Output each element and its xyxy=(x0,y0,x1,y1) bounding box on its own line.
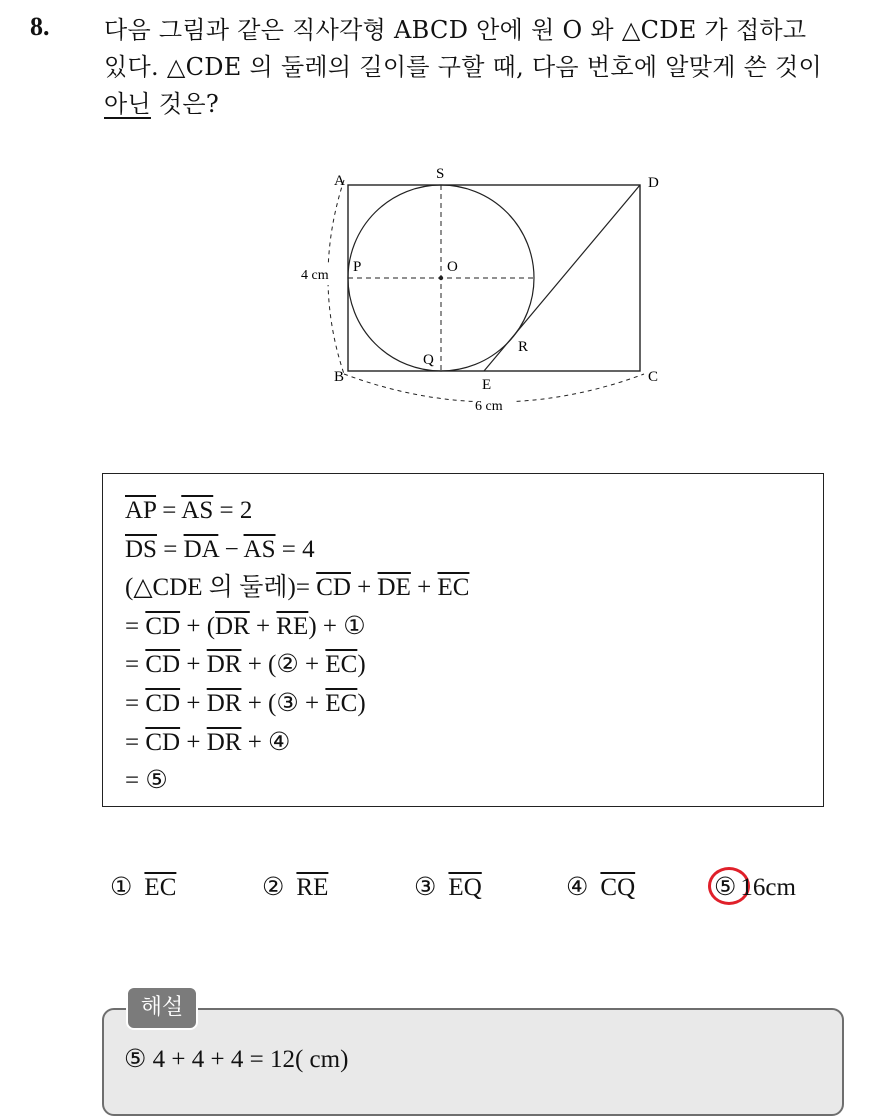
solution-row xyxy=(125,492,823,531)
solution-text: + xyxy=(249,612,277,640)
solution-text: − xyxy=(218,535,244,563)
question-line-3-rest: 것은? xyxy=(150,90,220,118)
label-r: R xyxy=(518,339,529,355)
choice-number: ③ xyxy=(414,874,437,901)
choice-text: $\overline{EQ}$ xyxy=(448,874,482,901)
label-e: E xyxy=(482,377,492,393)
solution-row xyxy=(125,685,823,724)
label-o: O xyxy=(447,259,458,275)
choice-5[interactable] xyxy=(714,872,796,902)
segment-symbol: $\overline{DE}$ xyxy=(377,574,411,602)
solution-row xyxy=(125,646,823,685)
label-d: D xyxy=(648,175,659,191)
segment-symbol: $\overline{DR}$ xyxy=(206,728,242,756)
solution-box xyxy=(102,473,824,807)
solution-text: ) + ① xyxy=(308,612,366,640)
choice-text: $\overline{EC}$ xyxy=(144,874,177,901)
segment-symbol: $\overline{RE}$ xyxy=(276,612,309,640)
segment-symbol: $\overline{AP}$ xyxy=(125,497,157,524)
solution-text: = xyxy=(125,728,146,756)
choice-4[interactable] xyxy=(566,872,635,902)
solution-text: + xyxy=(410,574,438,602)
solution-text: = 4 xyxy=(275,535,315,563)
geometry-figure xyxy=(290,160,670,420)
solution-text: = xyxy=(125,689,146,717)
label-a: A xyxy=(334,173,345,189)
center-dot xyxy=(439,276,443,280)
segment-symbol: $\overline{AS}$ xyxy=(181,497,214,524)
segment-symbol: $\overline{DR}$ xyxy=(206,651,242,679)
segment-symbol: $\overline{DR}$ xyxy=(215,612,250,640)
answer-choices xyxy=(110,866,850,910)
solution-rows xyxy=(125,492,823,801)
segment-symbol: $\overline{CD}$ xyxy=(145,728,181,756)
solution-text: = xyxy=(125,612,146,640)
segment-symbol: $\overline{CD}$ xyxy=(145,689,181,717)
solution-text: (△CDE 의 둘레)= xyxy=(125,574,317,602)
solution-text: + (② + xyxy=(241,651,326,679)
segment-symbol: $\overline{DS}$ xyxy=(125,535,157,563)
solution-row xyxy=(125,724,823,763)
solution-text: + ( xyxy=(180,612,216,640)
choice-number: ④ xyxy=(566,874,589,901)
choice-number: ⑤ xyxy=(714,874,737,901)
solution-text: = xyxy=(156,535,184,563)
question-text xyxy=(104,12,874,123)
solution-text: + xyxy=(350,574,378,602)
solution-text: = 2 xyxy=(213,497,253,524)
question-line-2: 있다. △CDE 의 둘레의 길이를 구할 때, 다음 번호에 알맞게 쓴 것이 xyxy=(104,53,822,81)
solution-text: + (③ + xyxy=(241,689,326,717)
solution-text: = xyxy=(156,497,182,524)
solution-row xyxy=(125,569,823,608)
solution-text: + ④ xyxy=(241,728,291,756)
label-c: C xyxy=(648,369,659,385)
segment-symbol: $\overline{DA}$ xyxy=(183,535,219,563)
choice-text: $\overline{RE}$ xyxy=(296,874,329,901)
solution-text: + xyxy=(180,689,207,717)
width-label: 6 cm xyxy=(475,399,503,414)
segment-symbol: $\overline{CD}$ xyxy=(145,612,181,640)
solution-row xyxy=(125,531,823,570)
explanation-tag: 해설 xyxy=(126,986,198,1030)
solution-row xyxy=(125,762,823,801)
solution-row xyxy=(125,608,823,647)
segment-symbol: $\overline{AS}$ xyxy=(243,535,276,563)
segment-symbol: $\overline{EC}$ xyxy=(325,651,358,679)
choice-3[interactable] xyxy=(414,872,482,902)
solution-text: = ⑤ xyxy=(125,767,168,795)
choice-2[interactable] xyxy=(262,872,328,902)
height-label: 4 cm xyxy=(301,268,329,283)
solution-text: = xyxy=(125,651,146,679)
choice-1[interactable] xyxy=(110,872,176,902)
question-line-1: 다음 그림과 같은 직사각형 ABCD 안에 원 O 와 △CDE 가 접하고 xyxy=(104,16,807,44)
segment-symbol: $\overline{CD}$ xyxy=(316,574,351,602)
solution-text: ) xyxy=(357,651,366,679)
label-q: Q xyxy=(423,352,434,368)
label-s: S xyxy=(436,166,445,182)
choice-text: 16cm xyxy=(740,874,796,901)
segment-symbol: $\overline{EC}$ xyxy=(437,574,470,602)
solution-text: + xyxy=(180,728,207,756)
underlined-word: 아닌 xyxy=(104,90,151,118)
solution-text: + xyxy=(180,651,207,679)
question-number: 8. xyxy=(30,12,50,41)
explanation-text: ⑤ 4 + 4 + 4 = 12( cm) xyxy=(124,1046,349,1073)
segment-symbol: $\overline{CD}$ xyxy=(145,651,181,679)
choice-text: $\overline{CQ}$ xyxy=(600,874,636,901)
choice-number: ② xyxy=(262,874,285,901)
label-b: B xyxy=(334,369,345,385)
label-p: P xyxy=(353,259,362,275)
question-line-3 xyxy=(104,86,874,123)
segment-symbol: $\overline{EC}$ xyxy=(325,689,358,717)
solution-text: ) xyxy=(357,689,366,717)
choice-number: ① xyxy=(110,874,133,901)
segment-symbol: $\overline{DR}$ xyxy=(206,689,242,717)
